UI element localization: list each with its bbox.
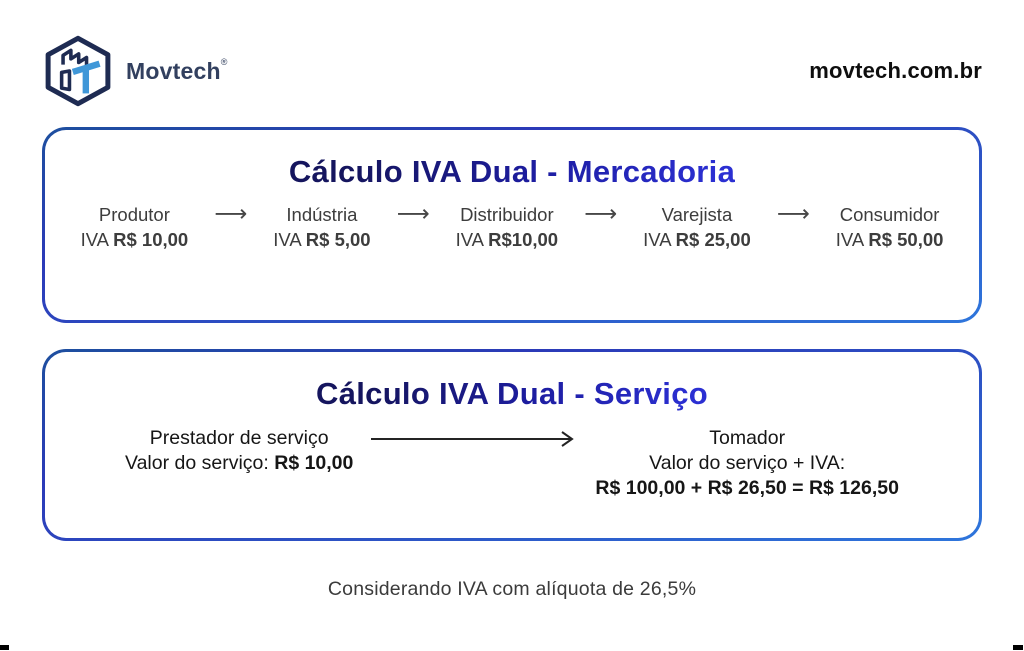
servico-flow xyxy=(125,426,899,501)
right-arrow-icon: ⟶ xyxy=(214,201,248,227)
footer-note: Considerando IVA com alíquota de 26,5% xyxy=(327,578,697,600)
brand-name-text: Movtech xyxy=(126,58,221,84)
prestador-block xyxy=(125,426,353,476)
iva-label: IVA xyxy=(643,229,671,250)
bottom-left-black-bar xyxy=(0,645,9,650)
card-mercadoria-border xyxy=(42,127,982,323)
stage-name: Consumidor xyxy=(839,204,940,225)
header xyxy=(0,0,1024,108)
stage-name: Varejista xyxy=(661,204,733,225)
stage-iva xyxy=(643,227,751,252)
stage-iva xyxy=(836,227,944,252)
stage-name: Produtor xyxy=(98,204,170,225)
tomador-line3: R$ 100,00 + R$ 26,50 = R$ 126,50 xyxy=(595,477,899,499)
iva-label: IVA xyxy=(835,229,864,250)
prestador-line2 xyxy=(125,451,353,476)
tomador-line1: Tomador xyxy=(709,427,786,449)
long-right-arrow-icon xyxy=(369,427,579,451)
iva-label: IVA xyxy=(455,229,484,250)
stage-iva xyxy=(456,227,559,252)
stage-iva xyxy=(81,227,189,252)
website-url: movtech.com.br xyxy=(809,58,982,83)
iva-value: R$10,00 xyxy=(488,229,559,250)
iva-label: IVA xyxy=(273,229,301,250)
stage-name: Indústria xyxy=(286,204,358,225)
bottom-right-black-bar xyxy=(1013,645,1023,650)
stage-consumidor xyxy=(836,202,944,252)
card-mercadoria xyxy=(45,130,979,320)
right-arrow-icon: ⟶ xyxy=(396,201,430,227)
valor-label: Valor do serviço: xyxy=(125,452,269,474)
prestador-line1: Prestador de serviço xyxy=(149,427,329,449)
stage-distribuidor xyxy=(456,202,559,252)
iva-value: R$ 25,00 xyxy=(675,229,751,250)
card-mercadoria-title: Cálculo IVA Dual - Mercadoria xyxy=(288,154,736,189)
stage-produtor xyxy=(81,202,189,252)
stage-varejista xyxy=(643,202,751,252)
iva-value: R$ 50,00 xyxy=(868,229,944,250)
right-arrow-icon: ⟶ xyxy=(776,201,810,227)
tomador-block xyxy=(595,426,899,501)
iva-value: R$ 10,00 xyxy=(113,229,189,250)
stage-iva xyxy=(273,227,370,252)
iva-label: IVA xyxy=(80,229,108,250)
mercadoria-flow xyxy=(81,202,944,252)
brand-name xyxy=(126,57,227,85)
card-servico xyxy=(45,352,979,538)
card-servico-border xyxy=(42,349,982,541)
card-servico-title: Cálculo IVA Dual - Serviço xyxy=(316,376,708,411)
registered-trademark-symbol: ® xyxy=(220,57,228,67)
stage-name: Distribuidor xyxy=(460,204,554,225)
movtech-cube-logo-icon xyxy=(42,34,114,108)
iva-value: R$ 5,00 xyxy=(305,229,371,250)
tomador-line2: Valor do serviço + IVA: xyxy=(649,452,846,474)
brand-lockup xyxy=(42,34,227,108)
stage-industria xyxy=(273,202,370,252)
valor-value: R$ 10,00 xyxy=(274,452,354,474)
right-arrow-icon: ⟶ xyxy=(584,201,618,227)
